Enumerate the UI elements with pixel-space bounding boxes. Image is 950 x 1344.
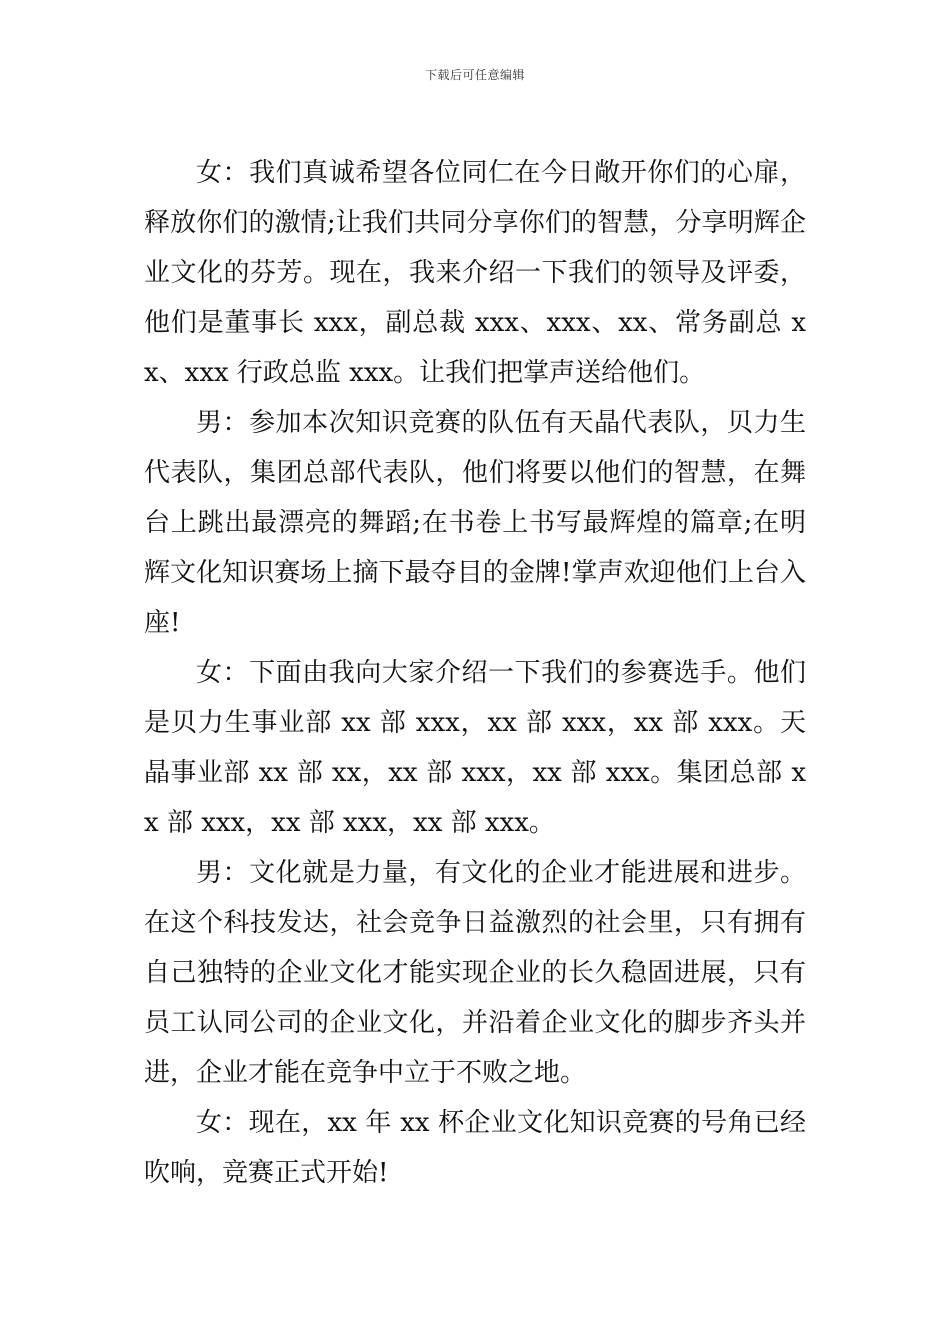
paragraph-2: 男：参加本次知识竞赛的队伍有天晶代表队，贝力生代表队，集团总部代表队，他们将要以他们的智慧，在舞台上跳出最漂亮的舞蹈;在书卷上书写最辉煌的篇章;在明辉文化知识赛场上摘下最夺目的金牌!掌声欢迎他们上台入座! [144, 408, 806, 638]
paragraph-1: 女：我们真诚希望各位同仁在今日敞开你们的心扉，释放你们的激情;让我们共同分享你们的智慧，分享明辉企业文化的芬芳。现在，我来介绍一下我们的领导及评委，他们是董事长 xxx，副总裁 xxx、xxx、xx、常务副总 xx、xxx 行政总监 xxx。让我们把掌声送给他们。 [144, 158, 806, 388]
document-body [144, 148, 806, 1198]
paragraph-5: 女：现在，xx 年 xx 杯企业文化知识竞赛的号角已经吹响，竞赛正式开始! [144, 1108, 806, 1188]
paragraph-3: 女：下面由我向大家介绍一下我们的参赛选手。他们是贝力生事业部 xx 部 xxx，xx 部 xxx，xx 部 xxx。天晶事业部 xx 部 xx，xx 部 xxx，xx 部 xxx。集团总部 xx 部 xxx，xx 部 xxx，xx 部 xxx。 [144, 658, 806, 838]
page-header: 下载后可任意编辑 [424, 68, 525, 82]
paragraph-4: 男：文化就是力量，有文化的企业才能进展和进步。在这个科技发达，社会竞争日益激烈的社会里，只有拥有自己独特的企业文化才能实现企业的长久稳固进展，只有员工认同公司的企业文化，并沿着企业文化的脚步齐头并进，企业才能在竞争中立于不败之地。 [144, 858, 806, 1088]
